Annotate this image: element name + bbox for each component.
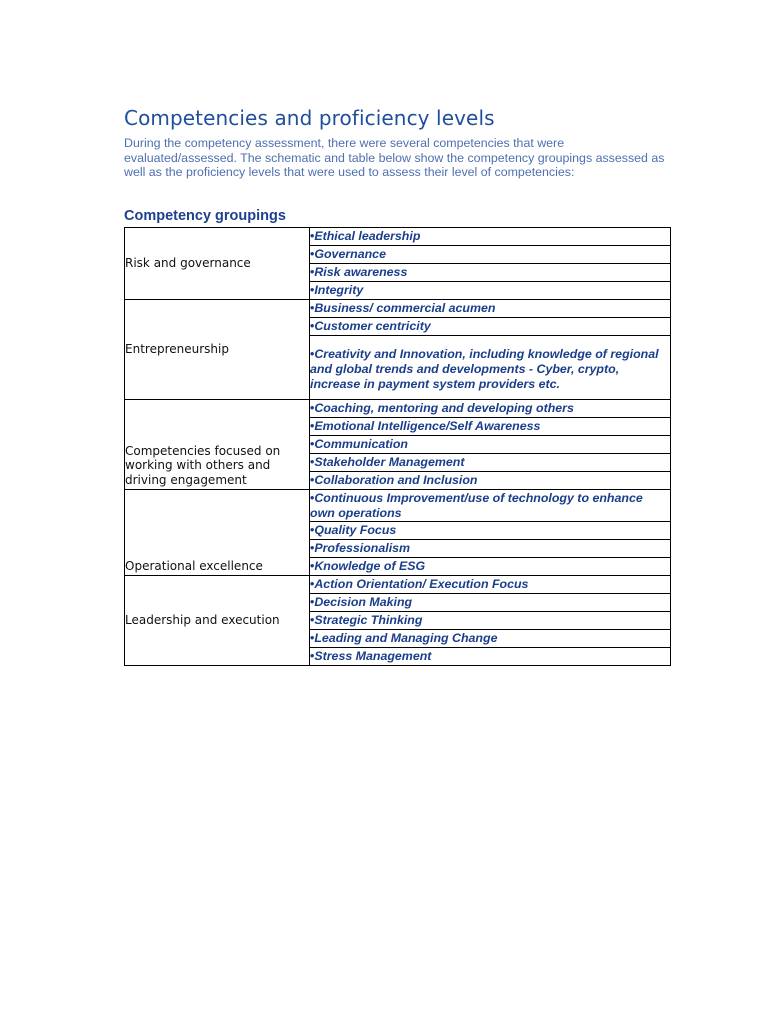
competency-item: •Professionalism xyxy=(310,540,671,558)
competency-item: •Business/ commercial acumen xyxy=(310,300,671,318)
competency-item: •Strategic Thinking xyxy=(310,612,671,630)
competency-item: •Leading and Managing Change xyxy=(310,630,671,648)
competency-item: •Collaboration and Inclusion xyxy=(310,472,671,490)
competency-item: •Stakeholder Management xyxy=(310,454,671,472)
competency-item: •Stress Management xyxy=(310,648,671,666)
competency-item: •Communication xyxy=(310,436,671,454)
table-row xyxy=(125,490,671,522)
competency-item: •Creativity and Innovation, including knowledge of regional and global trends and developments - Cyber, crypto, increase in payment system providers etc. xyxy=(310,336,671,400)
competency-item: •Integrity xyxy=(310,282,671,300)
group-name-cell: Leadership and execution xyxy=(125,576,310,666)
competency-item: •Action Orientation/ Execution Focus xyxy=(310,576,671,594)
competency-item: •Knowledge of ESG xyxy=(310,558,671,576)
group-name-cell: Entrepreneurship xyxy=(125,300,310,400)
competency-item: •Decision Making xyxy=(310,594,671,612)
page-title: Competencies and proficiency levels xyxy=(124,106,495,130)
table-row xyxy=(125,400,671,418)
competency-item: •Emotional Intelligence/Self Awareness xyxy=(310,418,671,436)
table-row xyxy=(125,228,671,246)
competency-item: •Continuous Improvement/use of technology to enhance own operations xyxy=(310,490,671,522)
competency-item: •Quality Focus xyxy=(310,522,671,540)
competency-groupings-table xyxy=(124,227,671,666)
competency-item: •Risk awareness xyxy=(310,264,671,282)
competency-item: •Customer centricity xyxy=(310,318,671,336)
competency-item: •Coaching, mentoring and developing others xyxy=(310,400,671,418)
group-name-cell: Competencies focused on working with others and driving engagement xyxy=(125,400,310,490)
competency-item: •Governance xyxy=(310,246,671,264)
group-name-cell: Risk and governance xyxy=(125,228,310,300)
competency-item: •Ethical leadership xyxy=(310,228,671,246)
table-row xyxy=(125,576,671,594)
intro-paragraph: During the competency assessment, there were several competencies that were evaluated/assessed. The schematic and table below show the competency groupings assessed as well as the proficiency levels that were used to assess their level of competencies: xyxy=(124,136,665,179)
section-heading: Competency groupings xyxy=(124,208,286,224)
table-row xyxy=(125,300,671,318)
group-name-cell: Operational excellence xyxy=(125,490,310,576)
